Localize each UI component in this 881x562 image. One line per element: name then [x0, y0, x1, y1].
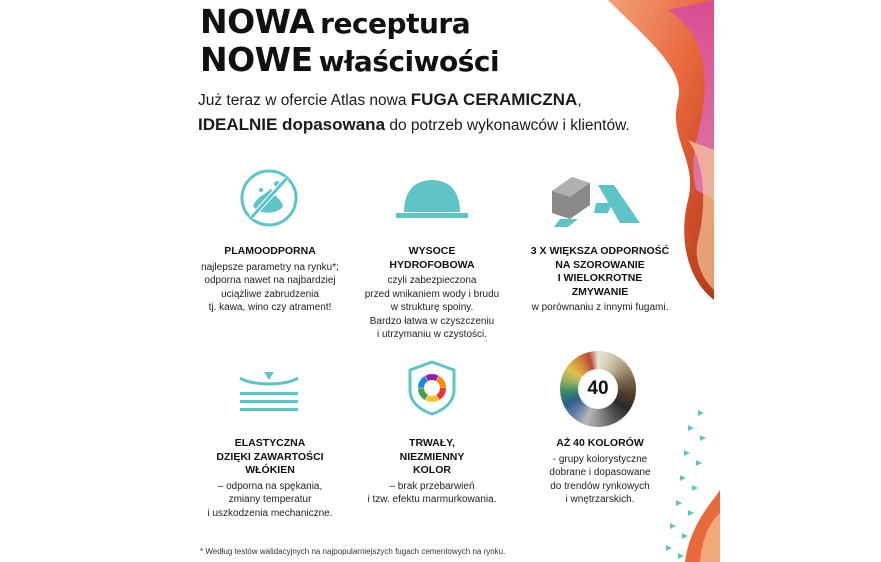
feature-title: PLAMOODPORNA	[224, 245, 316, 257]
color-wheel-icon	[560, 351, 636, 427]
color-count-label: 40	[578, 369, 618, 409]
feature-title: ELASTYCZNA DZIĘKI ZAWARTOŚCI WŁÓKIEN	[216, 437, 324, 476]
intro-line2: IDEALNIE dopasowana do potrzeb wykonawców i klientów.	[198, 115, 630, 134]
intro-line1: Już teraz w ofercie Atlas nowa FUGA CERAMICZNA,	[198, 90, 582, 109]
feature-hydrophobic: WYSOCE HYDROFOBOWA czyli zabezpieczona przed wnikaniem wody i brudu w strukturę spoiny. Bardzo łatwa w czyszczeniu i utrzymaniu w czystości.	[340, 245, 524, 342]
water-drop-icon	[396, 178, 468, 220]
feature-title: AŻ 40 KOLORÓW	[556, 437, 644, 449]
feature-title: 3 X WIĘKSZA ODPORNOŚĆ NA SZOROWANIE I WIELOKROTNE ZMYWANIE	[530, 245, 670, 298]
flexible-layers-icon	[238, 370, 300, 412]
footnote: * Według testów walidacyjnych na najpopularniejszych fugach cementowych na rynku.	[200, 547, 506, 556]
headline-line1: NOWA receptura	[200, 2, 471, 41]
feature-title: TRWAŁY, NIEZMIENNY KOLOR	[399, 437, 465, 476]
feature-stain-resistant: PLAMOODPORNA najlepsze parametry na rynku*; odporna nawet na najbardziej uciążliwe zabrudzenia tj. kawa, wino czy atrament!	[180, 245, 360, 315]
color-shield-icon	[406, 360, 458, 416]
headline-line2: NOWE właściwości	[200, 40, 500, 79]
feature-scrub-resistance: 3 X WIĘKSZA ODPORNOŚĆ NA SZOROWANIE I WIELOKROTNE ZMYWANIE w porównaniu z innymi fugami.	[505, 245, 695, 315]
sponge-scrub-icon	[550, 175, 645, 227]
no-stain-icon	[239, 168, 299, 228]
feature-elastic: ELASTYCZNA DZIĘKI ZAWARTOŚCI WŁÓKIEN – odporna na spękania, zmiany temperatur i uszkodzenia mechaniczne.	[180, 437, 360, 520]
feature-durable-color: TRWAŁY, NIEZMIENNY KOLOR – brak przebarwień i tzw. efektu marmurkowania.	[340, 437, 524, 507]
feature-40-colors: AŻ 40 KOLORÓW - grupy kolorystyczne dobrane i dopasowane do trendów rynkowych i wnętrzarskich.	[505, 437, 695, 507]
feature-title: WYSOCE HYDROFOBOWA	[389, 245, 475, 271]
